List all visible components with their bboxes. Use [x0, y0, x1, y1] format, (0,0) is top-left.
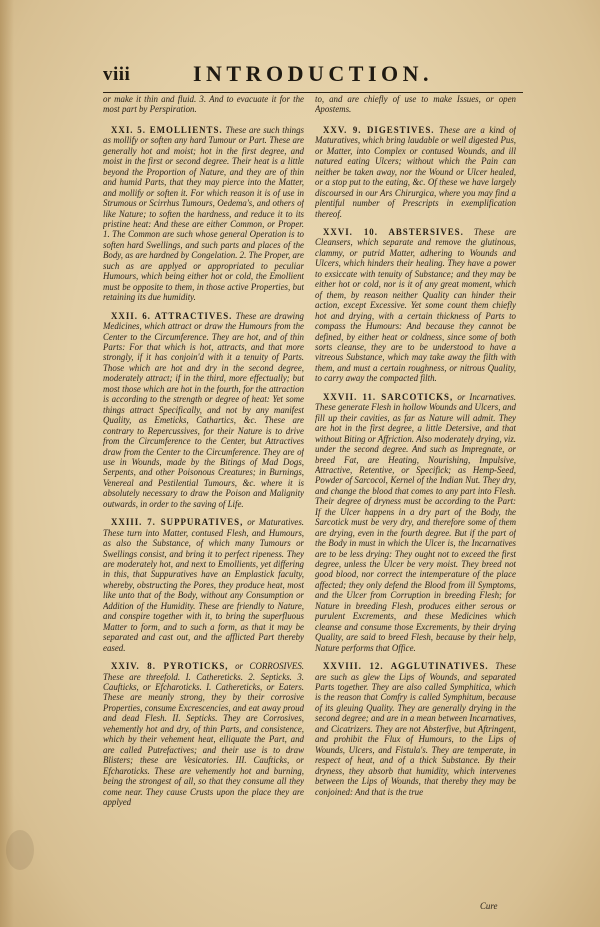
section-body: or Incarnatives. These generate Flesh in hollow Wounds and Ulcers, and fill up their cavities, as far as Nature will admit. They are hot in the first degree, a little Detersive, and that without Biting or Affriction. Also moderately drying, viz. under the second degree. And such as Impregnate, or breed Fat, are Heating, Nourishing, Impulsive, Attractive, Retentive, or Specifick; as Hemp-Seed, Powder of Sarcocol, Kernel of the Indian Nut. They dry, and change the blood that comes to any part into Flesh. Their degree of dryness must be according to the Part: If the Ulcer happens in a dry part of the Body, the Sarcotick must be very dry, and therefore some of them are drying, even in the fourth degree. But if the part of the Body in must in which the Ulcer is, the Incarnatives are to be less drying: They ought not to exceed the first degree, unless the Ulcer be very moist. They breed not good blood, nor correct the intemperature of the place affected; they only defend the Blood from ill Symptoms, and the Ulcer from Corruption in breeding Flesh; for Nature in breeding Flesh, produces either serous or purulent Excrements, and these Medicines which cleanse and consume those Excrements, by their drying Quality, are said to breed Flesh, because by their help, Nature performs that Office. — [315, 391, 516, 653]
section-heading: XXIV. 8. PYROTICKS, — [111, 661, 229, 672]
section-suppuratives — [103, 517, 304, 653]
running-title: INTRODUCTION. — [192, 61, 434, 86]
section-sarcoticks — [315, 392, 516, 653]
catchword: Cure — [480, 901, 498, 911]
section-digestives — [315, 125, 516, 219]
section-attractives — [103, 311, 304, 510]
header-rule — [103, 92, 523, 93]
section-heading: XXVII. 11. SARCOTICKS, — [323, 391, 454, 402]
section-heading: XXIII. 7. SUPPURATIVES, — [111, 517, 244, 528]
section-continuation: to, and are chiefly of use to make Issues, or open Apostems. — [315, 94, 516, 115]
section-emollients — [103, 125, 304, 303]
right-column — [315, 94, 516, 914]
section-pyroticks — [103, 661, 304, 807]
running-header — [103, 60, 523, 90]
section-body: or Maturatives. These turn into Matter, contused Flesh, and Humours, as also the Substance, of which many Tumours or Swellings consist, and bring it to perfect ripeness. They are moderately hot, and next to Emollients, yet differing in this, that Suppuratives have an Emplastick faculty, whereby, obstructing the Pores, they produce heat, most like unto that of the Body, without any Consumption or Addition of the Humidity. These are friendly to Nature, and conspire together with it, to bring the superfluous Matter to form, and to such a form, as that it may be separated and cast out, and the afflicted Part thereby eased. — [103, 517, 304, 653]
page-edge-shadow — [0, 0, 14, 927]
section-heading: XXII. 6. ATTRACTIVES. — [111, 310, 233, 321]
section-heading: XXI. 5. EMOLLIENTS. — [111, 124, 223, 135]
section-body: or CORROSIVES. These are threefold. I. Cathereticks. 2. Septicks. 3. Caufticks, or Efcharoticks. I. Cathereticks, or Eaters. These are meanly strong, they by their corrosive Properties, consume Excrescencies, and eat away proud and dead Flesh. II. Septicks. They are Corrosives, vehemently hot and dry, of thin Parts, and consistence, which by their vehement heat, elliquate the Part, and are called Putrefactives; and their use is to draw Blisters; these are Vesicatories. III. Caufticks, or Efcharoticks. These are vehemently hot and burning, being the strongest of all, so that they consume all they come near. They cause Crusts upon the place they are applyed — [103, 661, 304, 807]
section-body: These are a kind of Maturatives, which bring laudable or well digested Pus, or Matter, into Complex or contused Wounds, and ill natured eating Ulcers; without which the Pain can neither be taken away, nor the Wound or Ulcer healed, or a stop put to the eating, &c. Of these we have largely discoursed in our Ars Chirurgica, where you may find a plentiful number of Prescripts in exemplification thereof. — [315, 124, 516, 219]
section-body: These are such as glew the Lips of Wounds, and separated Parts together. They are also called Symphitica, which is the reason that Comfry is called Symphitum, because of its gleuing Quality. They are generally drying in the second degree; and are in a mean between Incarnatives, and Cicatrizers. They are not Absterfive, but Aftringent, and prohibit the Flux of Humours, to the Lips of Wounds, Ulcers, and Fistula's. They are temperate, in respect of heat, and of a thick Substance. By their dryness, they absorb that humidity, which intervenes between the Lips of Wounds, that thereby they may be conjoined: And that is the true — [315, 661, 516, 797]
section-continuation: or make it thin and fluid. 3. And to evacuate it for the most part by Perspiration. — [103, 94, 304, 115]
section-body: These are drawing Medicines, which attract or draw the Humours from the Center to the Circumference. They are hot, and of thin Parts: For that which is hot, attracts, and that more strongly, if it has conjoin'd with it a tenuity of Parts. Those which are hot and dry in the second degree, moderately attract; if in the third, more effectually; but most those which are hot in the fourth, for the attraction is according to the strength or degree of heat: Yet some things attract Specifically, and not by any manifest Quality, as Emeticks, Cathartics, &c. These are contrary to Repercussives, for their Nature is to drive from the Circumference to the Center, but Attractives draw from the Center to the Circumference. They are of use in Wounds, made by the Bitings of Mad Dogs, Serpents, and other Poisonous Creatures; in Burnings, Venereal and Pestilential Tumours, &c. where it is absolutely necessary to draw the Poison and Malignity outwards, in order to the saving of Life. — [103, 310, 304, 509]
section-abstersives — [315, 227, 516, 384]
section-heading: XXV. 9. DIGESTIVES. — [323, 124, 435, 135]
section-heading: XXVI. 10. ABSTERSIVES. — [323, 226, 464, 237]
paper-stain — [6, 830, 34, 870]
page-number: viii — [103, 64, 131, 85]
section-body: These are Cleansers, which separate and remove the glutinous, clammy, or putrid Matter, adhering to Wounds and Ulcers, which hinders their healing. They have a power to exsiccate with tenuity of Substance; and they may be either hot or cold, nor is it of any great moment, which of them, by reason neither Quality can hinder their action, except Excessive. Yet some count them chiefly hot and drying, with a certain thickness of Parts to compass the Humours: And because they cannot be defined, by either heat or coldness, since some of both sorts cleanse, they are to be understood to have a vitreous Substance, which may take away the filth with them, and must a certain roughness, or nitrous Quality, to carry away the compacted filth. — [315, 226, 516, 384]
section-agglutinatives — [315, 661, 516, 797]
section-body: These are such things as mollify or soften any hard Tumour or Part. These are generally hot and moist; hot in the first degree, and moist in the first or second degree. Their heat is a little beyond the Proportion of Nature, and they are of thin and humid Parts, that they may pierce into the Matter, and mollify or soften it. For which reason it is of use in Strumous or Scirrhus Tumours, Oedema's, and others of like Nature; to soften the hardness, and reduce it to its pristine heat: And these are either Common, or Proper. 1. The Common are such whose general Operation is to soften hard Swellings, and such parts and places of the Body, as are hardned by Congelation. 2. The Proper, are such as are applyed or appropriated to peculiar Humours, which being either hot or cold, the Emollient must be opposite to them, in those active Properties, but retaining its due humidity. — [103, 124, 304, 303]
left-column — [103, 94, 304, 914]
section-heading: XXVIII. 12. AGGLUTINATIVES. — [323, 661, 489, 672]
